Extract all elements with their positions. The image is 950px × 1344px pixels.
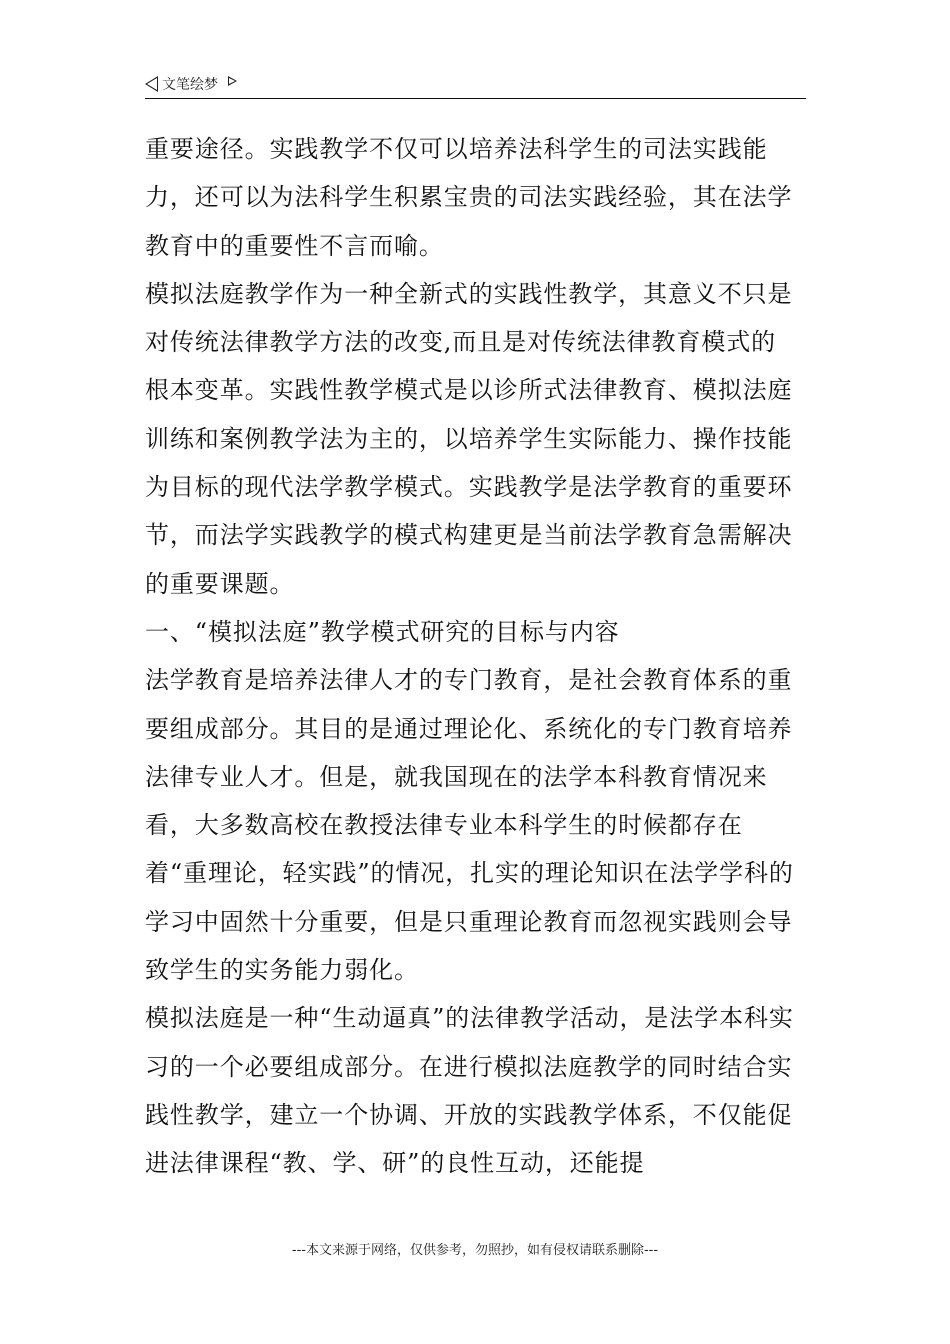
paragraph: 模拟法庭教学作为一种全新式的实践性教学，其意义不只是对传统法律教学方法的改变,而且是对传统法律教育模式的根本变革。实践性教学模式是以诊所式法律教育、模拟法庭训练和案例教学法为主的，以培养学生实际能力、操作技能为目标的现代法学教学模式。实践教学是法学教育的重要环节，而法学实践教学的模式构建更是当前法学教育急需解决的重要课题。 [145, 279, 793, 598]
paragraph: 模拟法庭是一种“生动逼真”的法律教学活动，是法学本科实习的一个必要组成部分。在进行模拟法庭教学的同时结合实践性教学，建立一个协调、开放的实践教学体系，不仅能促进法律课程“教、学、研”的良性互动，还能提 [145, 1004, 794, 1178]
section-heading: 一、“模拟法庭”教学模式研究的目标与内容 [145, 617, 620, 646]
paragraph: 重要途径。实践教学不仅可以培养法科学生的司法实践能力，还可以为法科学生积累宝贵的司法实践经验，其在法学教育中的重要性不言而喻。 [145, 135, 793, 260]
triangle-right-icon [228, 76, 237, 86]
triangle-left-icon [145, 76, 158, 92]
header-divider [145, 98, 806, 99]
document-body [145, 125, 795, 1188]
header-brand: 文笔绘梦 [162, 77, 218, 93]
page-header [145, 70, 237, 98]
paragraph: 法学教育是培养法律人才的专门教育，是社会教育体系的重要组成部分。其目的是通过理论化、系统化的专门教育培养法律专业人才。但是，就我国现在的法学本科教育情况来看，大多数高校在教授法律专业本科学生的时候都存在着“重理论，轻实践”的情况，扎实的理论知识在法学学科的学习中固然十分重要，但是只重理论教育而忽视实践则会导致学生的实务能力弱化。 [145, 666, 794, 985]
footer-notice: ---本文来源于网络，仅供参考，勿照抄，如有侵权请联系删除--- [291, 1243, 659, 1258]
